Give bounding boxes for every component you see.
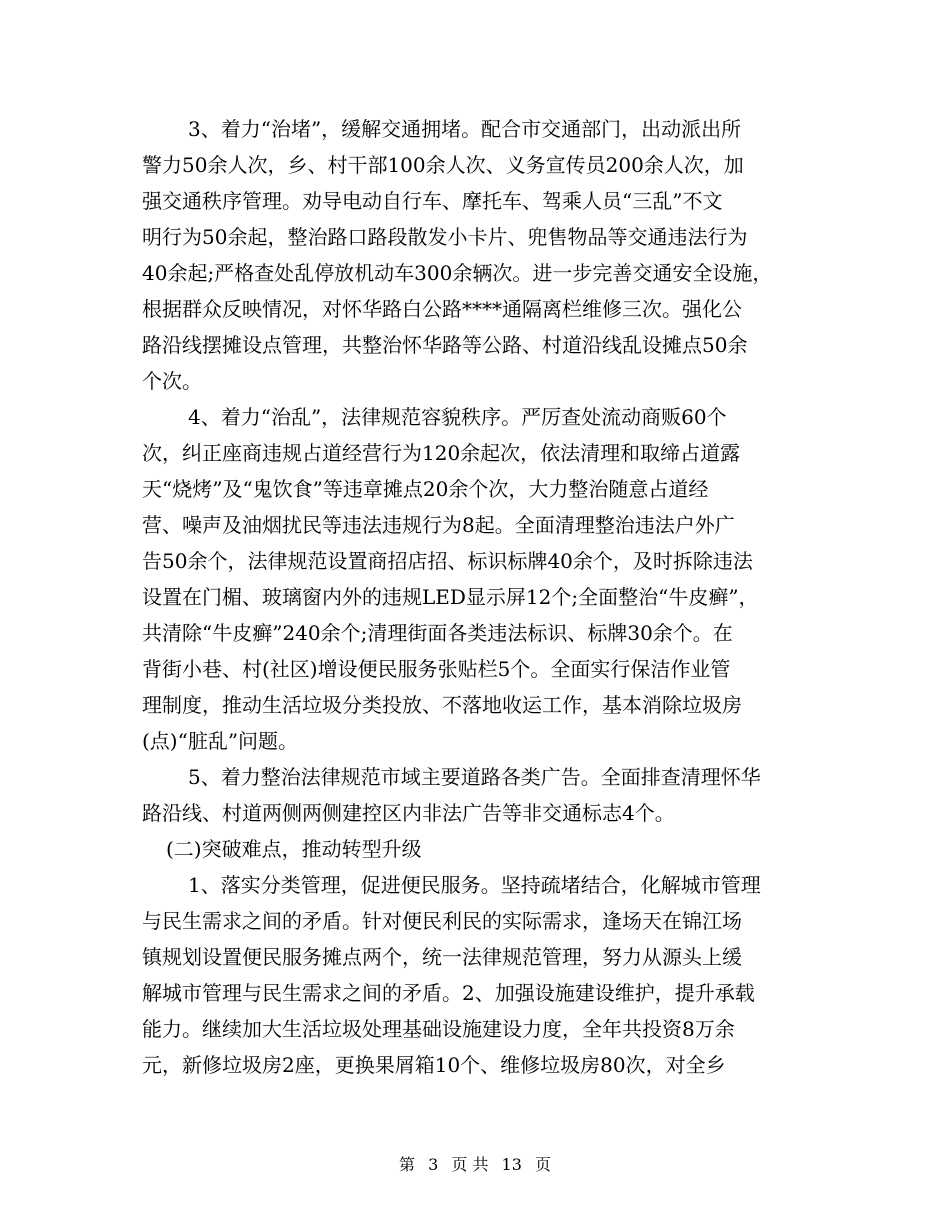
text-line: 3、着力“治堵”，缓解交通拥堵。配合市交通部门，出动派出所 xyxy=(188,117,742,141)
text-line: 共清除“牛皮癣”240余个;清理街面各类违法标识、标牌30余个。在 xyxy=(142,621,733,645)
text-line: 警力50余人次，乡、村干部100余人次、义务宣传员200余人次，加 xyxy=(142,153,744,177)
text-line: 根据群众反映情况，对怀华路白公路****通隔离栏维修三次。强化公 xyxy=(142,297,742,321)
total-page-count: 13 xyxy=(501,1155,522,1174)
footer-prefix: 第 xyxy=(398,1155,415,1174)
text-line: 能力。继续加大生活垃圾处理基础设施建设力度，全年共投资8万余 xyxy=(142,1017,735,1041)
text-line: 4、着力“治乱”，法律规范容貌秩序。严厉查处流动商贩60个 xyxy=(188,405,727,429)
footer-suffix: 页 xyxy=(535,1155,552,1174)
footer-middle: 页 共 xyxy=(451,1155,489,1174)
text-line: 元，新修垃圾房2座，更换果屑箱10个、维修垃圾房80次，对全乡 xyxy=(142,1053,726,1077)
text-line: (点)“脏乱”问题。 xyxy=(142,729,299,753)
text-line: 告50余个，法律规范设置商招店招、标识标牌40余个，及时拆除违法 xyxy=(142,549,753,573)
text-line: 强交通秩序管理。劝导电动自行车、摩托车、驾乘人员“三乱”不文 xyxy=(142,189,723,213)
text-line: 设置在门楣、玻璃窗内外的违规LED显示屏12个;全面整治“牛皮癣”， xyxy=(142,585,759,609)
text-line: 40余起;严格查处乱停放机动车300余辆次。进一步完善交通安全设施， xyxy=(142,261,773,285)
text-line: 次，纠正座商违规占道经营行为120余起次，依法清理和取缔占道露 xyxy=(142,441,741,465)
text-line: 解城市管理与民生需求之间的矛盾。2、加强设施建设维护，提升承载 xyxy=(142,981,755,1005)
text-line: 理制度，推动生活垃圾分类投放、不落地收运工作，基本消除垃圾房 xyxy=(142,693,742,717)
text-line: 明行为50余起，整治路口路段散发小卡片、兜售物品等交通违法行为 xyxy=(142,225,748,249)
text-line: 个次。 xyxy=(142,369,202,393)
text-line: 背街小巷、村(社区)增设便民服务张贴栏5个。全面实行保洁作业管 xyxy=(142,657,731,681)
section-heading: (二)突破难点，推动转型升级 xyxy=(166,837,422,861)
text-line: 1、落实分类管理，促进便民服务。坚持疏堵结合，化解城市管理 xyxy=(188,873,761,897)
text-line: 与民生需求之间的矛盾。针对便民利民的实际需求，逢场天在锦江场 xyxy=(142,909,742,933)
current-page-number: 3 xyxy=(428,1155,439,1174)
page-footer xyxy=(0,1155,950,1175)
text-line: 路沿线、村道两侧两侧建控区内非法广告等非交通标志4个。 xyxy=(142,801,675,825)
text-line: 营、噪声及油烟扰民等违法违规行为8起。全面清理整治违法户外广 xyxy=(142,513,735,537)
text-line: 5、着力整治法律规范市域主要道路各类广告。全面排查清理怀华 xyxy=(188,765,761,789)
text-line: 天“烧烤”及“鬼饮食”等违章摊点20余个次，大力整治随意占道经 xyxy=(142,477,709,501)
text-line: 路沿线摆摊设点管理，共整治怀华路等公路、村道沿线乱设摊点50余 xyxy=(142,333,748,357)
text-line: 镇规划设置便民服务摊点两个，统一法律规范管理，努力从源头上缓 xyxy=(142,945,742,969)
